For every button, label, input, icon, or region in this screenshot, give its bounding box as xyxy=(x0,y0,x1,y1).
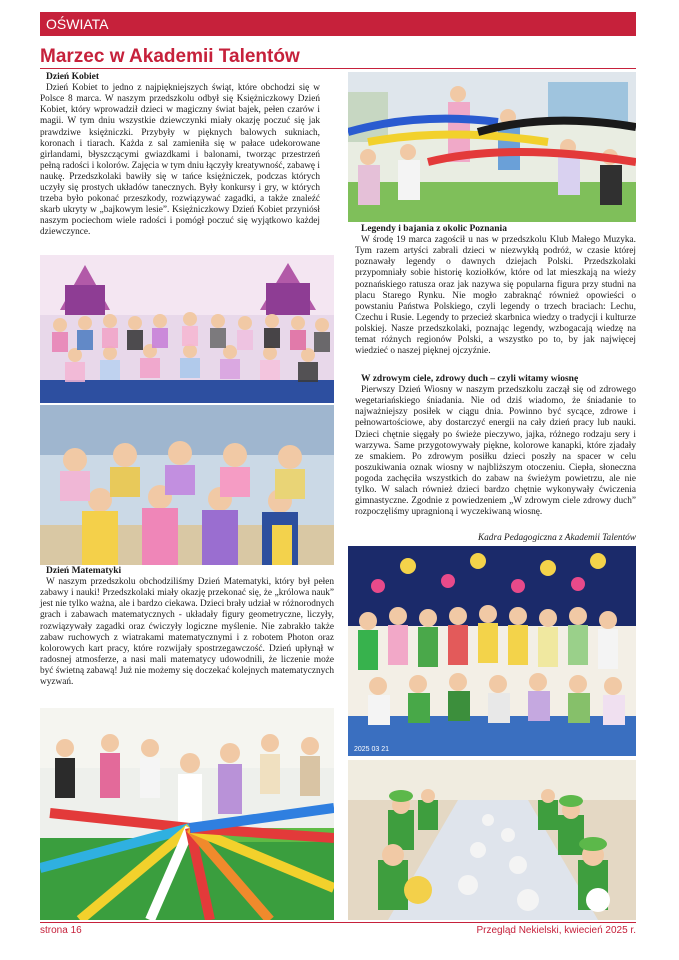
article-heading: W zdrowym ciele, zdrowy duch – czyli witamy wiosnę xyxy=(361,374,579,384)
page-number: strona 16 xyxy=(40,925,82,936)
photo-spring-group xyxy=(348,546,636,756)
article-heading: Dzień Kobiet xyxy=(46,72,100,82)
article-heading: Legendy i bajania z okolic Poznania xyxy=(361,224,507,234)
photo-date-stamp: 2025 03 21 xyxy=(354,746,390,753)
article-body: Dzień Kobiet to jedno z najpiękniejszych świąt, które obchodzi się w Polsce 8 marca. W naszym przedszkolu odbył się Księżniczkowy Dzień Kobiet, który wprowadził dzieci w magiczny świat bajek, pełen czarów i magii. W tym dniu wszystkie dziewczynki miały okazję poczuć się jak prawdziwe księżniczki. Przybyły w pięknych balowych sukniach, koronach i tiarach. Każda z sal zamieniła się w pałace udekorowane girlandami, błyszczącymi gwiazdkami i balonami, tworząc przestrzeń pełną radości i kolorów. Zajęcia w tym dniu łączyły kreatywność, zabawę i naukę. Przedszkolaki bawiły się w tańce księżniczek, podczas których uczyły się prostych układów tanecznych. Były konkursy i gry, w których trzeba było pokonać przeszkody, rozwiązywać zagadki, a także znaleźć skarb ukryty w „bajkowym lesie”. Księżniczkowy Dzień Kobiet przyniósł naszym pociechom wiele radości i pomógł poczuć się wyjątkowo każdej dziewczynce. xyxy=(40,83,320,238)
article-legendy xyxy=(355,224,636,357)
article-body: W środę 19 marca zagościł u nas w przedszkolu Klub Małego Muzyka. Tym razem artyści zabrali dzieci w niezwykłą podróż, w czasie której poznawały legendy o dawnych dziejach Polski. Przedszkolaki przypomniały sobie historię koziołków, które od lat mieszkają na wieży poznańskiego ratusza oraz jak nazywa się popularna figura przy studni na placu Starego Rynku. Nie mogło zabraknąć również opowieści o powstaniu Państwa Polskiego, czyli legendy o trzech braciach: Lechu, Czechu i Rusie. Legendy to przecież skarbnica wiedzy o tradycji i kulturze polskiej. Nasze przedszkolaki, poznając legendy, wzbogacają wiedzę na temat różnych regionów Polski, a wszystko po to, by jak najwięcej wiedzieć o naszej pięknej ojczyźnie. xyxy=(355,235,636,357)
article-wiosna xyxy=(355,374,636,518)
article-body: W naszym przedszkolu obchodziliśmy Dzień Matematyki, który był pełen zabawy i nauki! Przedszkolaki miały okazję przekonać się, że „królowa nauk” jest nie tylko ważna, ale i bardzo ciekawa. Dzieci brały udział w różnorodnych grach i zabawach matematycznych - układały figury geometryczne, liczyły, rozwiązywały zagadki oraz ćwiczyły logiczne myślenie. Nie zabrakło także zabaw ruchowych z wiatrakami matematycznymi i z robotem Photon oraz kolorowych kart pracy, które rozwijały spostrzegawczość. Dzień upłynął w radosnej atmosferze, a nasi mali matematycy udowodnili, że liczenie może być świetną zabawą! Już nie możemy się doczekać kolejnych matematycznych wyzwań. xyxy=(40,577,335,688)
page-title: Marzec w Akademii Talentów xyxy=(40,46,300,67)
article-signature: Kadra Pedagogiczna z Akademii Talentów xyxy=(477,533,636,543)
publication-name: Przegląd Nekielski, kwiecień 2025 r. xyxy=(476,925,636,936)
section-header: OŚWIATA xyxy=(40,12,636,36)
title-divider xyxy=(40,68,636,69)
footer-divider xyxy=(40,922,636,923)
article-dzien-kobiet xyxy=(40,72,320,239)
photo-legends-ribbons xyxy=(348,72,636,222)
photo-princess-closeup xyxy=(40,405,334,565)
photo-spring-breakfast xyxy=(348,760,636,920)
article-heading: Dzień Matematyki xyxy=(46,566,122,576)
article-dzien-matematyki xyxy=(40,566,334,688)
article-body: Pierwszy Dzień Wiosny w naszym przedszkolu zaczął się od zdrowego wegetariańskiego śniadania. Nie od dziś wiadomo, że śniadanie to najważniejszy posiłek w ciągu dnia. Powinno być sycące, zdrowe i pełnowartościowe, aby dostarczyć energii na cały dzień pracy lub nauki. Dzieci chętnie sięgały po świeże pieczywo, jajka, różnego rodzaju sery i warzywa. Same przygotowywały piękne, kolorowe kanapki, które zjadały ze smakiem. Po zdrowym posiłku dzieci poszły na spacer w celu poszukiwania oznak wiosny w najbliższym otoczeniu. Ciepła, słoneczna pogoda zachęciła wszystkich do zabaw na świeżym powietrzu, ale nie tylko. W salach również dzieci bardzo chętnie wykonywały ćwiczenia gimnastyczne. Zgodnie z powiedzeniem „W zdrowym ciele zdrowy duch” rozpoczęliśmy upragnioną i wyczekiwaną wiosnę. xyxy=(355,385,636,518)
photo-math-day xyxy=(40,708,334,920)
photo-princess-group xyxy=(40,255,334,403)
